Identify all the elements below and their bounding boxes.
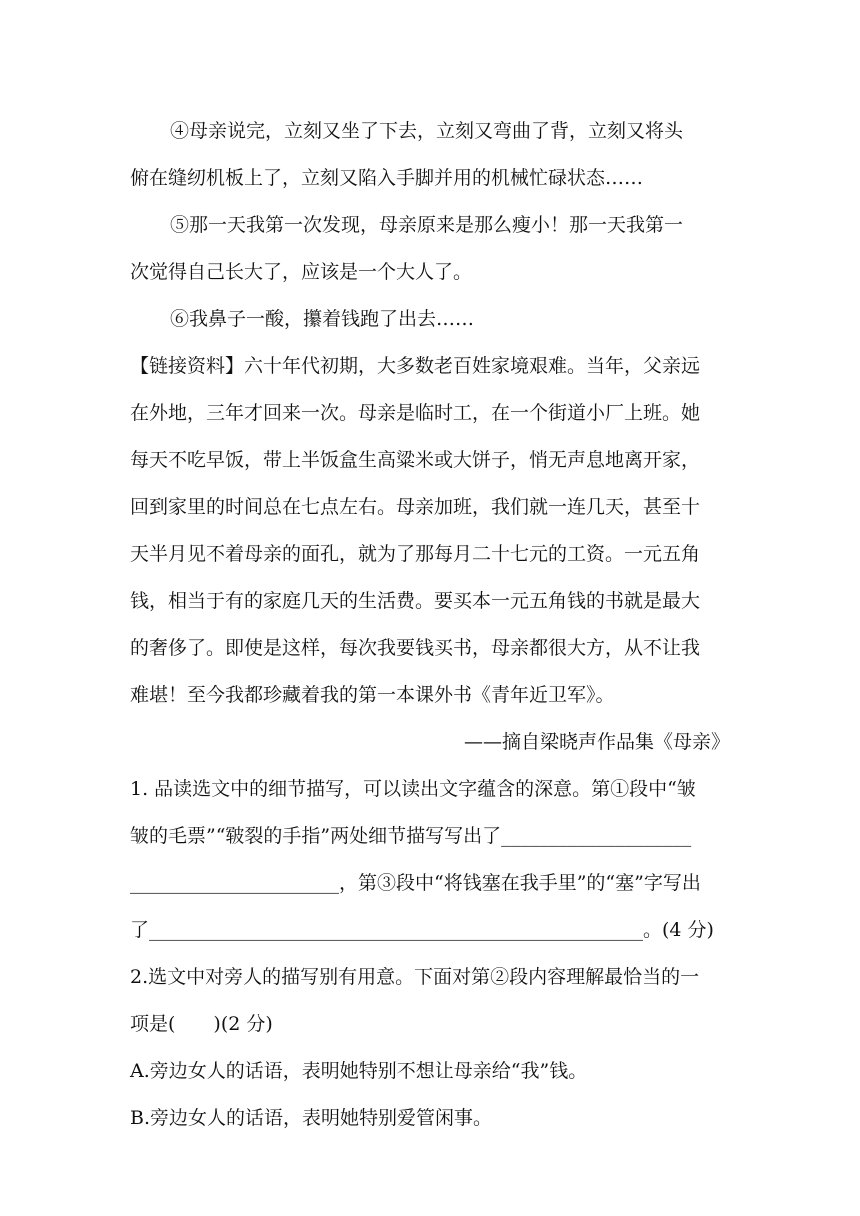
paragraph-4-line-2: 俯在缝纫机板上了，立刻又陷入手脚并用的机械忙碌状态…… xyxy=(130,167,644,189)
option-b: B.旁边女人的话语，表明她特别爱管闲事。 xyxy=(130,1107,493,1129)
question-1-line-2: 皱的毛票”“皲裂的手指”两处细节描写写出了____________________ xyxy=(130,825,692,847)
link-material-line-7: 的奢侈了。即使是这样，每次我要钱买书，母亲都很大方，从不让我 xyxy=(130,637,701,659)
question-1-line-1: 1. 品读选文中的细节描写，可以读出文字蕴含的深意。第①段中“皱 xyxy=(130,778,696,800)
paragraph-6-line-1: ⑥我鼻子一酸，攥着钱跑了出去…… xyxy=(170,308,475,330)
document-page xyxy=(130,108,730,1142)
question-2-line-1: 2.选文中对旁人的描写别有用意。下面对第②段内容理解最恰当的一 xyxy=(130,966,700,988)
paragraph-4-line-1: ④母亲说完，立刻又坐了下去，立刻又弯曲了背，立刻又将头 xyxy=(170,120,684,142)
link-material-line-5: 天半月见不着母亲的面孔，就为了那每月二十七元的工资。一元五角 xyxy=(130,543,701,565)
link-material-line-3: 每天不吃早饭，带上半饭盒生高粱米或大饼子，悄无声息地离开家， xyxy=(130,449,701,471)
link-material-line-8: 难堪！至今我都珍藏着我的第一本课外书《青年近卫军》。 xyxy=(130,684,615,706)
paragraph-5-line-1: ⑤那一天我第一次发现，母亲原来是那么瘦小！那一天我第一 xyxy=(170,214,684,236)
link-material-line-1: 【链接资料】六十年代初期，大多数老百姓家境艰难。当年，父亲远 xyxy=(130,355,701,377)
option-a: A.旁边女人的话语，表明她特别不想让母亲给“我”钱。 xyxy=(130,1060,588,1082)
link-material-line-6: 钱，相当于有的家庭几天的生活费。要买本一元五角钱的书就是最大 xyxy=(130,590,701,612)
link-material-line-2: 在外地，三年才回来一次。母亲是临时工，在一个街道小厂上班。她 xyxy=(130,402,701,424)
link-material-line-4: 回到家里的时间总在七点左右。母亲加班，我们就一连几天，甚至十 xyxy=(130,496,701,518)
question-2-line-2: 项是( )(2 分) xyxy=(130,1013,273,1035)
question-1-line-3: ______________________，第③段中“将钱塞在我手里”的“塞”字写出 xyxy=(130,872,701,894)
source-attribution: ——摘自梁晓声作品集《母亲》 xyxy=(463,731,730,753)
question-1-line-4: 了____________________________________________________。(4 分) xyxy=(130,919,714,941)
paragraph-5-line-2: 次觉得自己长大了，应该是一个大人了。 xyxy=(130,261,473,283)
